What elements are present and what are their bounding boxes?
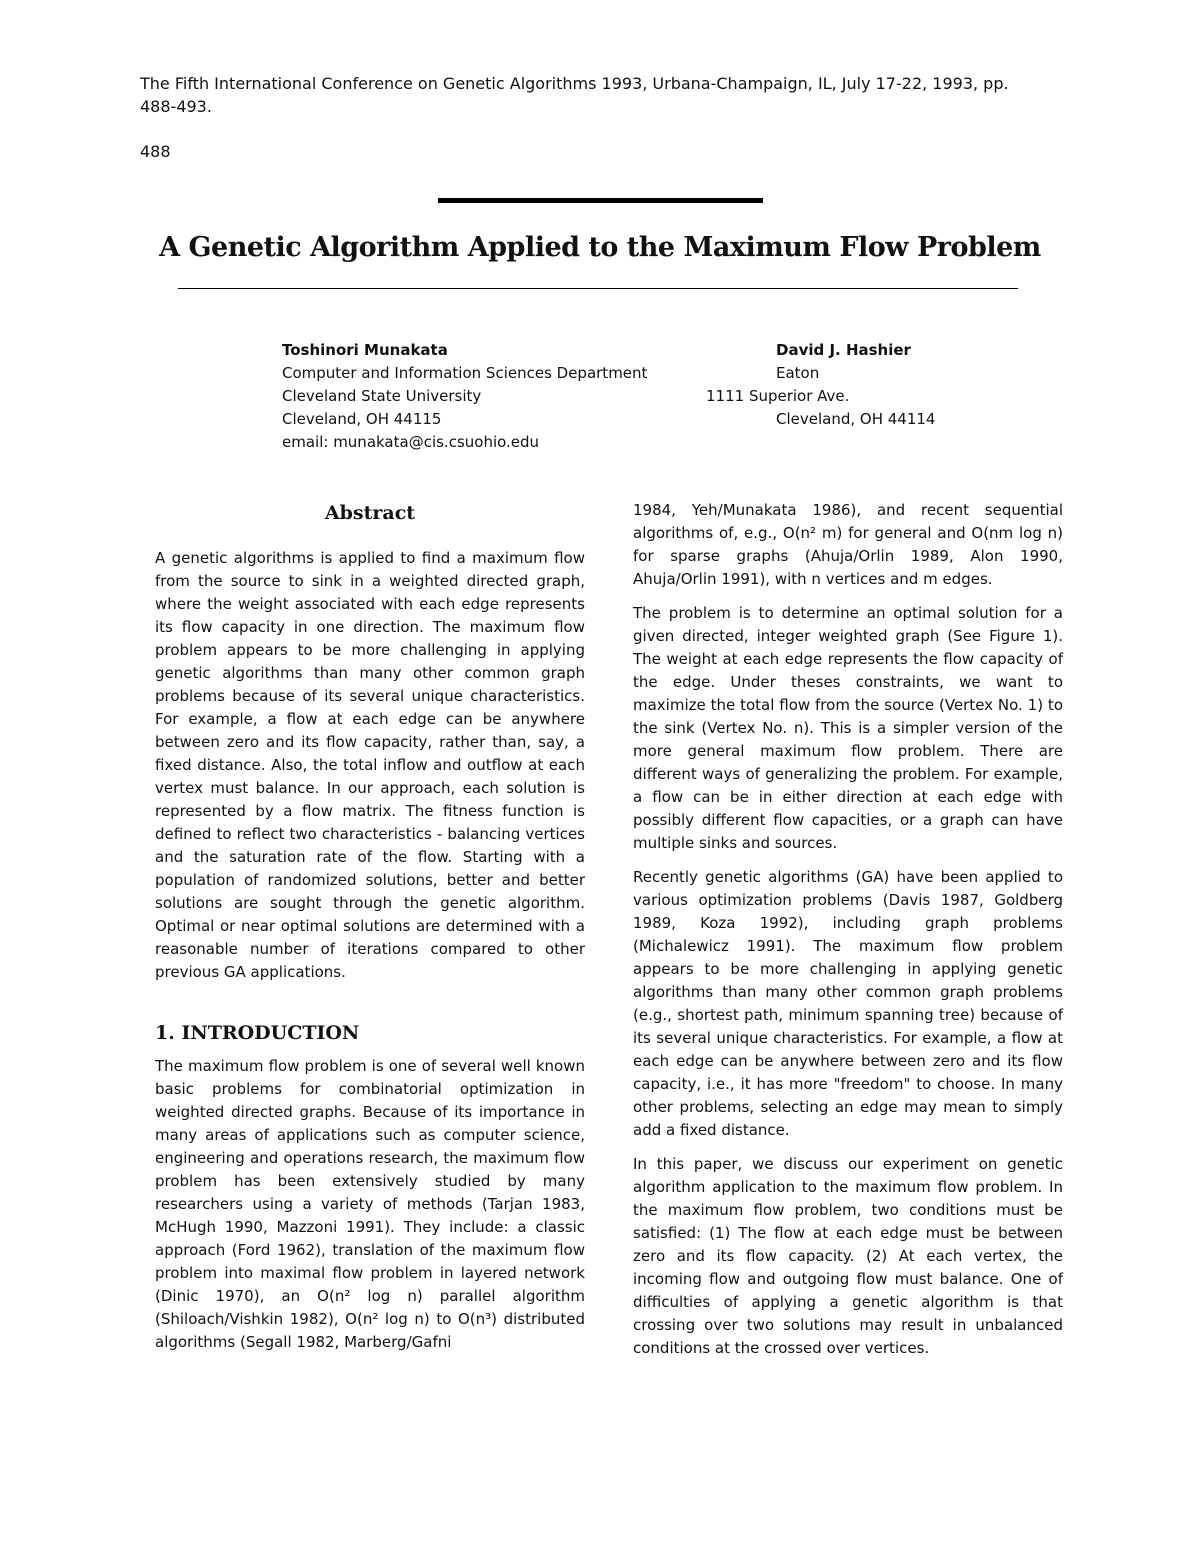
author-city: Cleveland, OH 44114 [776, 410, 936, 428]
author-block-second [776, 339, 911, 385]
right-column [633, 499, 1063, 1371]
abstract-text: A genetic algorithms is applied to find a maximum flow from the source to sink in a weighted directed graph, where the weight associated with each edge represents its flow capacity in one direction. The maximum flow problem appears to be more challenging in applying genetic algorithms than many other common graph problems because of its several unique characteristics. For example, a flow at each edge can be anywhere between zero and its flow capacity, rather than, say, a fixed distance. Also, the total inflow and outflow at each vertex must balance. In our approach, each solution is represented by a flow matrix. The fitness function is defined to reflect two characteristics - balancing vertices and the saturation rate of the flow. Starting with a population of randomized solutions, better and better solutions are sought through the genetic algorithm. Optimal or near optimal solutions are determined with a reasonable number of iterations compared to other previous GA applications. [155, 549, 585, 981]
author-city: Cleveland, OH 44115 [282, 410, 442, 428]
author-email: email: munakata@cis.csuohio.edu [282, 433, 540, 451]
title-rule [178, 288, 1018, 289]
page-number: 488 [140, 142, 171, 161]
intro-paragraph-2: The problem is to determine an optimal solution for a given directed, integer weighted graph (See Figure 1). The weight at each edge represents the flow capacity of the edge. Under theses constraints, we want to maximize the total flow from the source (Vertex No. 1) to the sink (Vertex No. n). This is a simpler version of the more general maximum flow problem. There are different ways of generalizing the problem. For example, a flow can be in either direction at each edge with possibly different flow capacities, or a graph can have multiple sinks and sources. [633, 604, 1063, 852]
section-heading-introduction: 1. INTRODUCTION [155, 1022, 360, 1044]
author-institution: Cleveland State University [282, 387, 482, 405]
left-column [155, 502, 585, 1365]
paper-title: A Genetic Algorithm Applied to the Maximum Flow Problem [159, 232, 1041, 263]
intro-paragraph-4: In this paper, we discuss our experiment on genetic algorithm application to the maximum flow problem. In the maximum flow problem, two conditions must be satisfied: (1) The flow at each edge must be between zero and its flow capacity. (2) At each vertex, the incoming flow and outgoing flow must balance. One of difficulties of applying a genetic algorithm is that crossing over two solutions may result in unbalanced conditions at the crossed over vertices. [633, 1155, 1063, 1357]
author-block-first [282, 339, 647, 454]
author-street-block [706, 385, 849, 408]
intro-paragraph-1: The maximum flow problem is one of several well known basic problems for combinatorial optimization in weighted directed graphs. Because of its importance in many areas of applications such as computer science, engineering and operations research, the maximum flow problem has been extensively studied by many researchers using a variety of methods (Tarjan 1983, McHugh 1990, Mazzoni 1991). They include: a classic approach (Ford 1962), translation of the maximum flow problem into maximal flow problem in layered network (Dinic 1970), an O(n² log n) parallel algorithm (Shiloach/Vishkin 1982), O(n² log n) to O(n³) distributed algorithms (Segall 1982, Marberg/Gafni [155, 1057, 585, 1351]
author-street: 1111 Superior Ave. [706, 387, 850, 405]
author-organization: Eaton [776, 364, 820, 382]
conference-citation: The Fifth International Conference on Genetic Algorithms 1993, Urbana-Champaign, IL, July 17-22, 1993, pp. 488-493. [140, 74, 1009, 116]
author-name: Toshinori Munakata [282, 341, 448, 359]
author-name: David J. Hashier [776, 341, 911, 359]
intro-paragraph-3: Recently genetic algorithms (GA) have been applied to various optimization problems (Davis 1987, Goldberg 1989, Koza 1992), including graph problems (Michalewicz 1991). The maximum flow problem appears to be more challenging in applying genetic algorithms than many other common graph problems (e.g., shortest path, minimum spanning tree) because of its several unique characteristics. For example, a flow at each edge can be anywhere between zero and its flow capacity, i.e., it has more "freedom" to choose. In many other problems, selecting an edge may mean to simply add a fixed distance. [633, 868, 1063, 1139]
author-city-block [776, 408, 935, 431]
author-department: Computer and Information Sciences Department [282, 364, 648, 382]
abstract-heading: Abstract [324, 502, 416, 524]
intro-paragraph-1-continued: 1984, Yeh/Munakata 1986), and recent sequential algorithms of, e.g., O(n² m) for general and O(nm log n) for sparse graphs (Ahuja/Orlin 1989, Alon 1990, Ahuja/Orlin 1991), with n vertices and m edges. [633, 501, 1063, 588]
top-rule [438, 198, 763, 203]
